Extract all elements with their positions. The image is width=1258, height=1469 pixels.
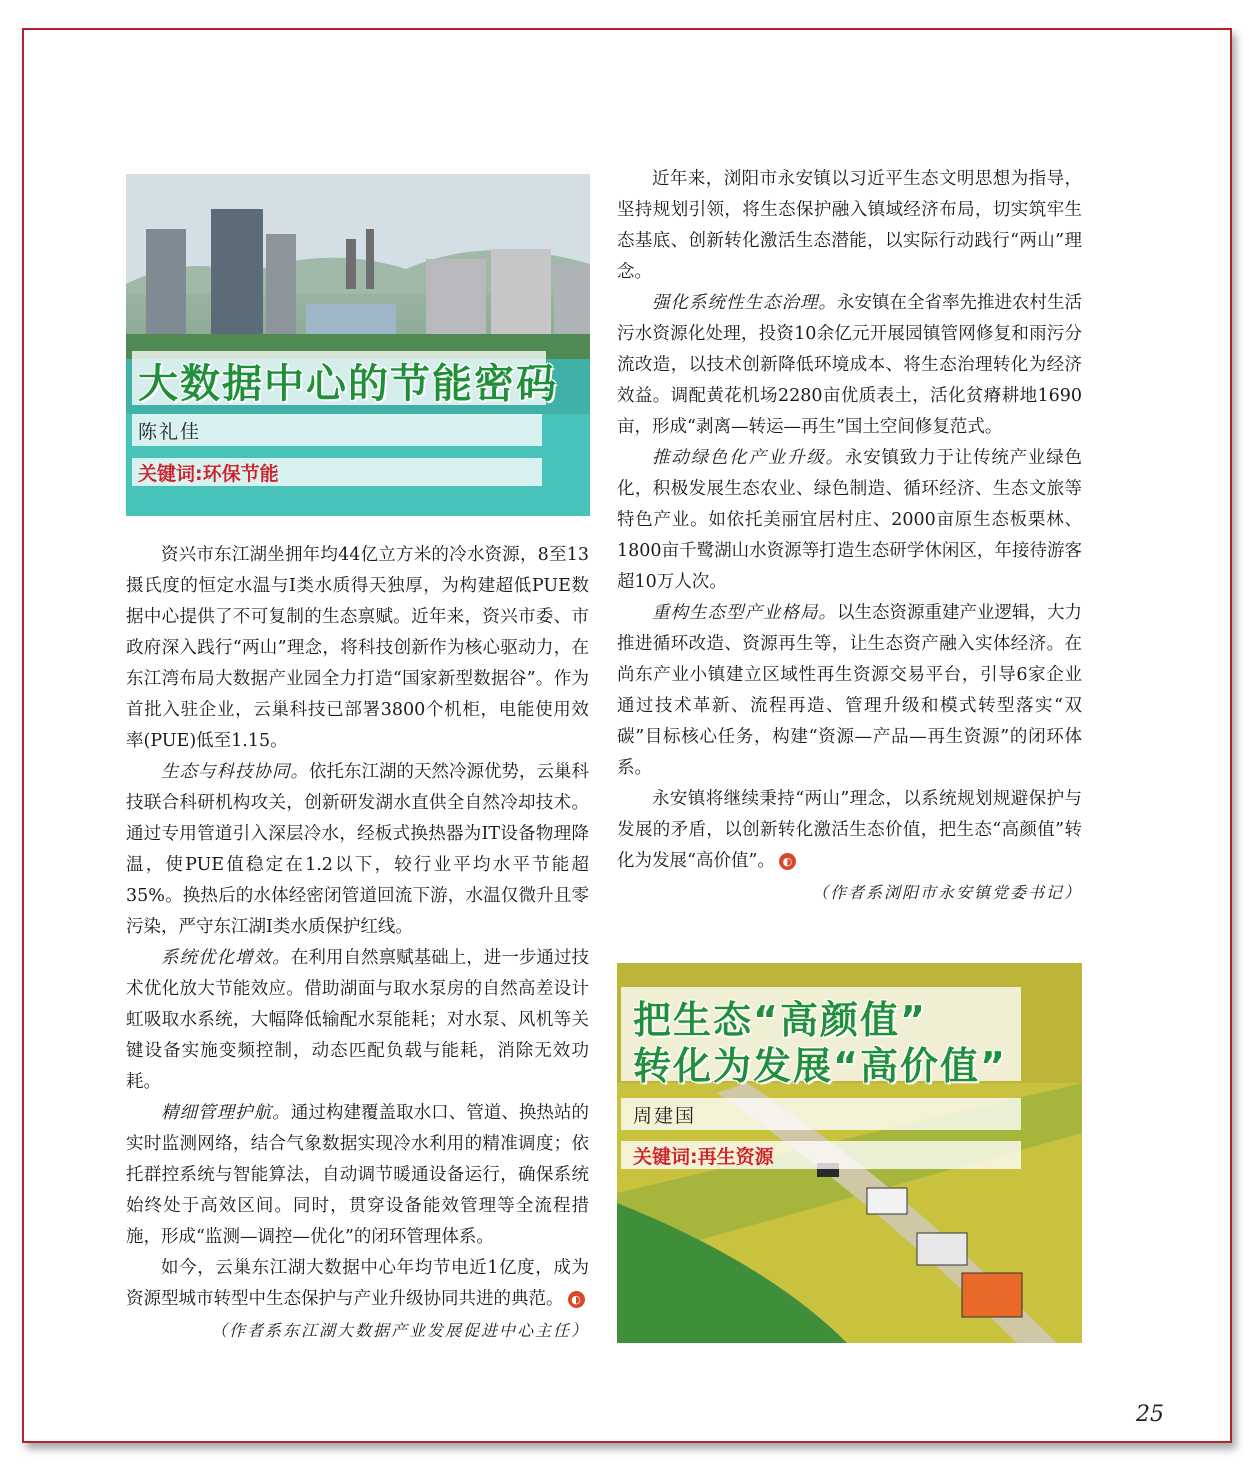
paragraph: 重构生态型产业格局。以生态资源重建产业逻辑，大力推进循环改造、资源再生等，让生态资产融入实体经济。在尚东产业小镇建立区域性再生资源交易平台，引导6家企业通过技术革新、流程再造、管理升级和模式转型落实“双碳”目标核心任务，构建“资源—产品—再生资源”的闭环体系。: [617, 603, 1082, 778]
header-photo-lake-city: [126, 174, 590, 516]
section-lead: 强化系统性生态治理。: [652, 293, 837, 313]
article-title: 大数据中心的节能密码: [138, 361, 558, 407]
article-title-line1: 把生态“高颜值”: [633, 998, 927, 1042]
author-signature: （作者系浏阳市永安镇党委书记）: [811, 883, 1082, 902]
paragraph: 近年来，浏阳市永安镇以习近平生态文明思想为指导，坚持规划引领，将生态保护融入镇域经济布局，切实筑牢生态基底、创新转化激活生态潜能，以实际行动践行“两山”理念。: [617, 169, 1082, 282]
paragraph: 强化系统性生态治理。永安镇在全省率先推进农村生活污水资源化处理，投资10余亿元开展园镇管网修复和雨污分流改造，以技术创新降低环境成本、将生态治理转化为经济效益。调配黄花机场2280亩优质表土，活化贫瘠耕地1690亩，形成“剥离—转运—再生”国土空间修复范式。: [617, 293, 1082, 437]
article-author: 周建国: [633, 1105, 697, 1127]
paragraph: 系统优化增效。在利用自然禀赋基础上，进一步通过技术优化放大节能效应。借助湖面与取水泵房的自然高差设计虹吸取水系统，大幅降低输配水泵能耗；对水泵、风机等关键设备实施变频控制，动态匹配负载与能耗，消除无效功耗。: [126, 948, 590, 1092]
paragraph: 永安镇将继续秉持“两山”理念，以系统规划规避保护与发展的矛盾，以创新转化激活生态价值，把生态“高颜值”转化为发展“高价值”。 ◐: [617, 789, 1082, 871]
header-photo-rapeseed-field: [617, 963, 1082, 1343]
paragraph: 资兴市东江湖坐拥年均44亿立方米的冷水资源，8至13摄氏度的恒定水温与I类水质得天独厚，为构建超低PUE数据中心提供了不可复制的生态禀赋。近年来，资兴市委、市政府深入践行“两山”理念，将科技创新作为核心驱动力，在东江湾布局大数据产业园全力打造“国家新型数据谷”。作为首批入驻企业，云巢科技已部署3800个机柜，电能使用效率(PUE)低至1.15。: [126, 545, 589, 751]
section-lead: 系统优化增效。: [161, 948, 291, 968]
section-lead: 重构生态型产业格局。: [652, 603, 837, 623]
right-article-body: [617, 164, 1082, 908]
article-author: 陈礼佳: [138, 421, 202, 443]
paragraph: 如今，云巢东江湖大数据中心年均节电近1亿度，成为资源型城市转型中生态保护与产业升级协同共进的典范。 ◐: [126, 1258, 589, 1309]
section-lead: 生态与科技协同。: [161, 762, 309, 782]
article-title-line2: 转化为发展“高价值”: [633, 1044, 1007, 1088]
paragraph: 生态与科技协同。依托东江湖的天然冷源优势，云巢科技联合科研机构攻关，创新研发湖水直供全自然冷却技术。通过专用管道引入深层冷水，经板式换热器为IT设备物理降温，使PUE值稳定在1.2以下，较行业平均水平节能超35%。换热后的水体经密闭管道回流下游，水温仅微升且零污染，严守东江湖I类水质保护红线。: [126, 762, 589, 937]
article-keyword: 关键词:环保节能: [138, 463, 279, 485]
section-lead: 精细管理护航。: [161, 1103, 291, 1123]
page-number: 25: [1136, 1402, 1164, 1427]
author-signature: （作者系东江湖大数据产业发展促进中心主任）: [210, 1321, 589, 1340]
section-lead: 推动绿色化产业升级。: [652, 448, 845, 468]
paragraph: 精细管理护航。通过构建覆盖取水口、管道、换热站的实时监测网络，结合气象数据实现冷水利用的精准调度；依托群控系统与智能算法，自动调节暖通设备运行，确保系统始终处于高效区间。同时，贯穿设备能效管理等全流程措施，形成“监测—调控—优化”的闭环管理体系。: [126, 1103, 590, 1247]
left-article-body: [126, 540, 589, 1346]
end-mark-icon: ◐: [779, 853, 796, 870]
article-keyword: 关键词:再生资源: [633, 1146, 774, 1168]
paragraph: 推动绿色化产业升级。永安镇致力于让传统产业绿色化，积极发展生态农业、绿色制造、循环经济、生态文旅等特色产业。如依托美丽宜居村庄、2000亩原生态板栗林、1800亩千鹭湖山水资源等打造生态研学休闲区，年接待游客超10万人次。: [617, 448, 1083, 592]
end-mark-icon: ◐: [568, 1291, 585, 1308]
